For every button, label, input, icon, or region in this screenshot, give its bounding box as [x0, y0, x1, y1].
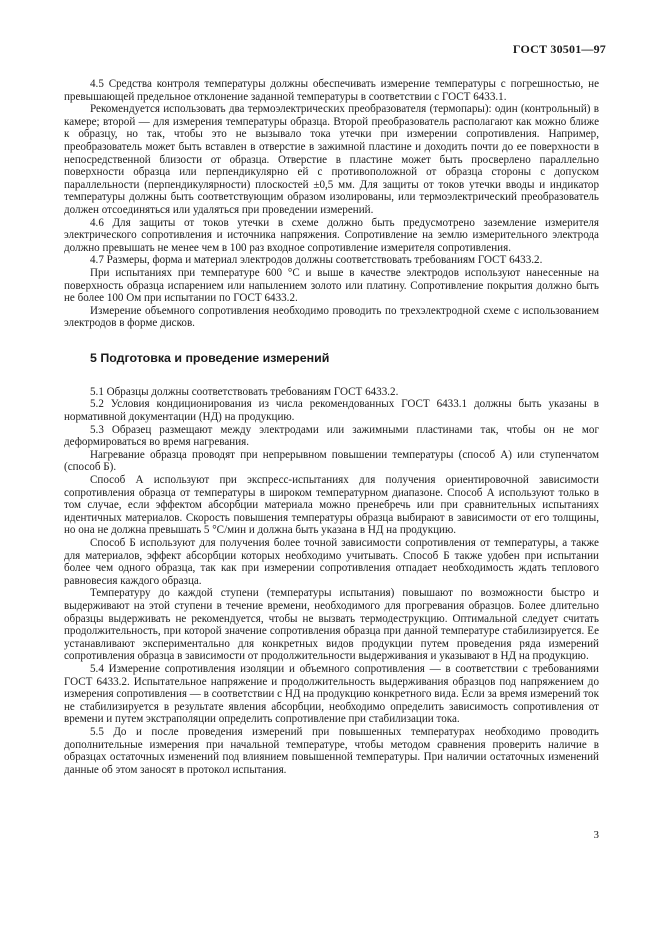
- paragraph-5-2: 5.2 Условия кондиционирования из числа рекомендованных ГОСТ 6433.1 должны быть указаны в нормативной документации (НД) на продукцию.: [64, 398, 599, 424]
- page-number: 3: [593, 829, 599, 841]
- standard-header: ГОСТ 30501—97: [512, 42, 606, 56]
- paragraph-5-3: 5.3 Образец размещают между электродами или зажимными пластинами так, чтобы он не мог деформироваться во время нагревания.: [64, 423, 599, 449]
- paragraph-heating-methods: Нагревание образца проводят при непрерывном повышении температуры (способ А) или ступенчатом (способ Б).: [64, 448, 599, 474]
- section-5-heading: 5 Подготовка и проведение измерений: [90, 350, 330, 365]
- paragraph-5-1: 5.1 Образцы должны соответствовать требованиям ГОСТ 6433.2.: [90, 385, 399, 398]
- paragraph-4-5: 4.5 Средства контроля температуры должны обеспечивать измерение температуры с погрешностью, не превышающей предельное отклонение заданной температуры в соответствии с ГОСТ 6433.1.: [64, 78, 599, 103]
- paragraph-volume-resistance: Измерение объемного сопротивления необходимо проводить по трехэлектродной схеме с использованием электродов в форме дисков.: [64, 304, 599, 330]
- paragraph-4-7: 4.7 Размеры, форма и материал электродов должны соответствовать требованиям ГОСТ 6433.2.: [90, 254, 543, 267]
- paragraph-5-4: 5.4 Измерение сопротивления изоляции и объемного сопротивления — в соответствии с требованиями ГОСТ 6433.2. Испытательное напряжение и продолжительность выдерживания образцов под напряжением до измерения сопротивления — в соответствии с НД на продукцию конкретного вида. Если за время измерений ток не стабилизируется в результате явления абсорбции, необходимо определить зависимость сопротивления от времени и путем экстраполяции определить сопротивление при стабилизации тока.: [64, 662, 599, 726]
- paragraph-method-b: Способ Б используют для получения более точной зависимости сопротивления от температуры, а также для материалов, эффект абсорбции которых необходимо учитывать. Способ Б также удобен при испытании более чем одного образца, так как при измерении сопротивления отпадает необходимость ждать теплового равновесия каждого образца.: [64, 537, 599, 587]
- paragraph-step-temperature: Температуру до каждой ступени (температуры испытания) повышают по возможности быстро и выдерживают на этой ступени в течение времени, необходимого для прогревания образцов. Более длительно образцы выдерживать не рекомендуется, чтобы не вызвать термодеструкцию. Оптимальной следует считать продолжительность, при которой значение сопротивления образца при данной температуре стабилизируется. Ее устанавливают экспериментально для конкретных видов продукции путем проведения ряда измерений сопротивления образца в зависимости от продолжительности выдерживания и указывают в НД на продукцию.: [64, 587, 599, 663]
- page-body: [64, 78, 599, 776]
- paragraph-electrodes-600: При испытаниях при температуре 600 °С и выше в качестве электродов используют нанесенные на поверхность образца испарением или напылением золото или платину. Сопротивление покрытия должно быть не более 100 Ом при испытании по ГОСТ 6433.2.: [64, 266, 599, 305]
- paragraph-method-a: Способ А используют при экспресс-испытаниях для получения ориентировочной зависимости сопротивления образца от температуры в широком температурном диапазоне. Способ А используют только в том случае, если эффектом абсорбции материала можно пренебречь или при сравнительных испытаниях идентичных материалов. Скорость повышения температуры образца выбирают в зависимости от его толщины, но она не должна превышать 5 °С/мин и должна быть указана в НД на продукцию.: [64, 474, 599, 537]
- paragraph-5-5: 5.5 До и после проведения измерений при повышенных температурах необходимо проводить дополнительные измерения при начальной температуре, чтобы методом сравнения проверить наличие в образцах остаточных изменений под влиянием повышенной температуры. При наличии остаточных изменений данные об этом заносят в протокол испытания.: [64, 725, 599, 776]
- paragraph-4-6: 4.6 Для защиты от токов утечки в схеме должно быть предусмотрено заземление измерителя электрического сопротивления и источника напряжения. Сопротивление на землю измерительного электрода должно превышать не менее чем в 100 раз входное сопротивление измерителя сопротивления.: [64, 216, 599, 254]
- paragraph-thermocouples: Рекомендуется использовать два термоэлектрических преобразователя (термопары): один (контрольный) в камере; второй — для измерения температуры образца. Второй преобразователь располагают как можно ближе к образцу, но так, чтобы это не вызывало тока утечки при измерении сопротивления. Например, преобразователь может быть вставлен в отверстие в зажимной пластине и доходить почти до ее поверхности в непосредственной близости от образца. Отверстие в пластине может быть просверлено параллельно поверхности образца или перпендикулярно ей с противоположной от образца стороны с допуском параллельности (перпендикулярности) плоскостей ±0,5 мм. Для защиты от токов утечки вводы и индикатор температуры должны быть соответствующим образом изолированы, или термоэлектрический преобразователь должен отсоединяться или удаляться при проведении измерений.: [64, 103, 599, 216]
